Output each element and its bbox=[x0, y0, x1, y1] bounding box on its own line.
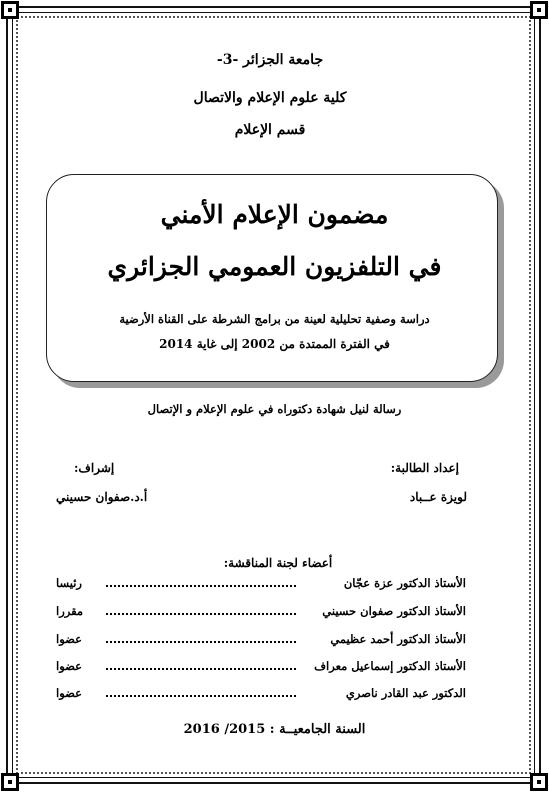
committee-member-row bbox=[56, 686, 466, 706]
member-role: مقررا bbox=[56, 604, 84, 618]
border-corner-ornament bbox=[530, 1, 548, 19]
thesis-title-line2: في التلفزيون العمومي الجزائري bbox=[107, 252, 442, 281]
member-name: الدكتور عبد القادر ناصري bbox=[345, 686, 466, 700]
university-name: جامعة الجزائر -3- bbox=[216, 52, 324, 68]
supervision-label: إشراف: bbox=[74, 461, 115, 475]
member-name: الأستاذ الدكتور عزة عجّان bbox=[343, 576, 466, 590]
academic-year: السنة الجامعيــة : 2015/ 2016 bbox=[183, 722, 366, 737]
member-role: رئيسا bbox=[56, 576, 82, 590]
dotted-leader bbox=[106, 585, 296, 587]
dotted-leader bbox=[106, 613, 296, 615]
dotted-leader bbox=[106, 668, 296, 670]
border-corner-ornament bbox=[1, 773, 19, 791]
faculty-name: كلية علوم الإعلام والاتصال bbox=[193, 90, 347, 106]
dotted-leader bbox=[106, 641, 296, 643]
member-name: الأستاذ الدكتور صفوان حسيني bbox=[322, 604, 466, 618]
member-role: عضوا bbox=[56, 659, 82, 673]
member-role: عضوا bbox=[56, 632, 82, 646]
committee-member-row bbox=[56, 632, 466, 652]
dotted-leader bbox=[106, 695, 296, 697]
thesis-subtitle-line2: في الفترة الممتدة من 2002 إلى غاية 2014 bbox=[159, 337, 390, 351]
thesis-statement: رسالة لنيل شهادة دكتوراه في علوم الإعلام و الإتصال bbox=[147, 402, 402, 416]
thesis-subtitle-line1: دراسة وصفية تحليلية لعينة من برامج الشرطة على القناة الأرضية bbox=[119, 312, 430, 326]
committee-member-row bbox=[56, 604, 466, 624]
thesis-title-line1: مضمون الإعلام الأمني bbox=[160, 200, 389, 229]
student-name: لويزة عــباد bbox=[409, 490, 467, 504]
member-name: الأستاذ الدكتور أحمد عظيمي bbox=[330, 632, 466, 646]
department-name: قسم الإعلام bbox=[234, 122, 306, 138]
border-corner-ornament bbox=[530, 773, 548, 791]
border-corner-ornament bbox=[1, 1, 19, 19]
committee-title: أعضاء لجنة المناقشة: bbox=[223, 556, 333, 570]
member-name: الأستاذ الدكتور إسماعيل معراف bbox=[314, 659, 466, 673]
committee-member-row bbox=[56, 659, 466, 679]
committee-member-row bbox=[56, 576, 466, 596]
prepared-by-label: إعداد الطالبة: bbox=[390, 461, 459, 475]
member-role: عضوا bbox=[56, 686, 82, 700]
supervisor-name: أ.د.صفوان حسيني bbox=[56, 490, 148, 504]
